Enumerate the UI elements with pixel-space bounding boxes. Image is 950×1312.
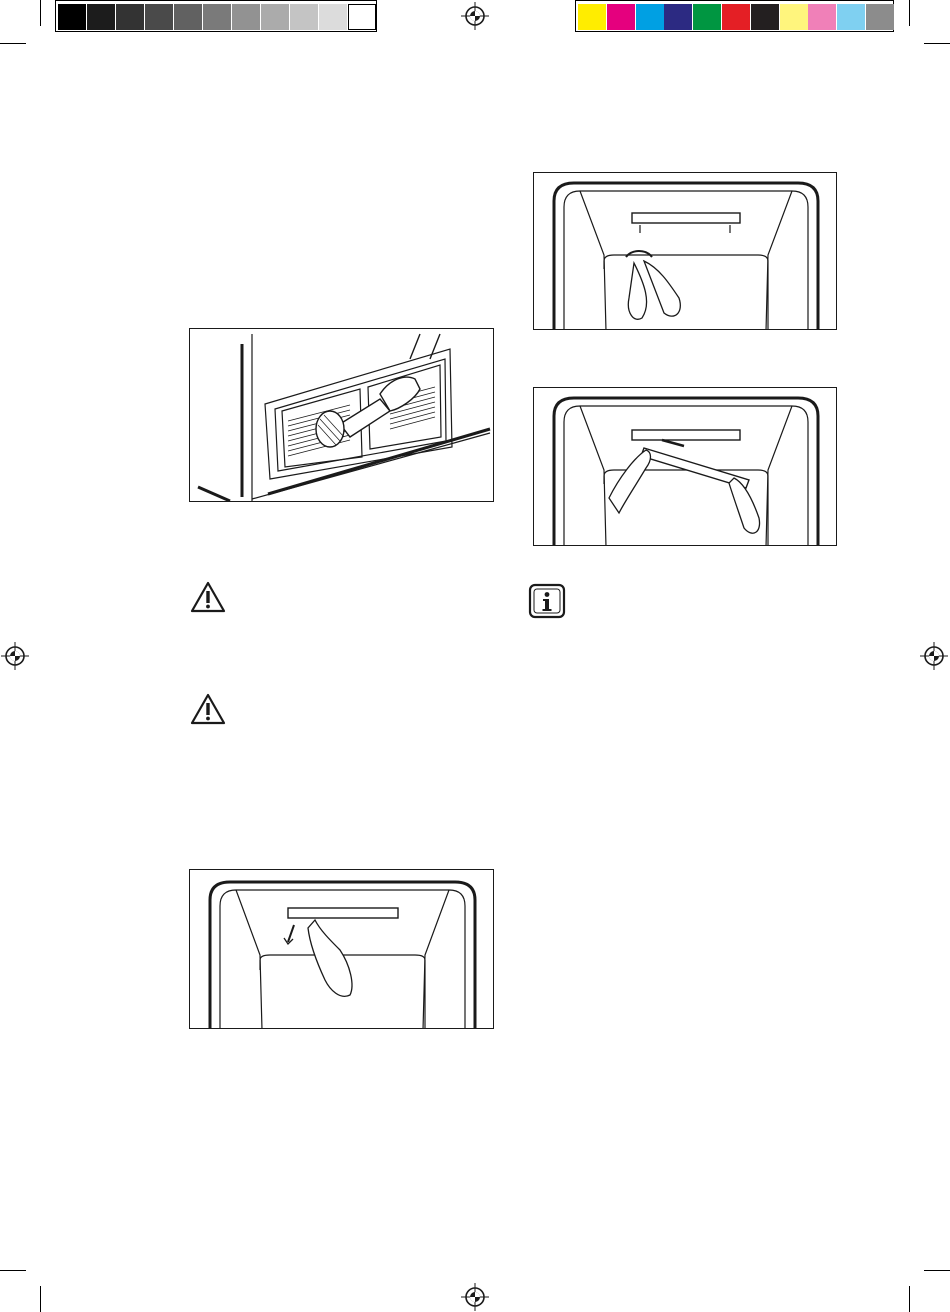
lamp-cover-removal-illustration — [189, 869, 494, 1029]
color-calibration-bar — [575, 0, 894, 32]
calibration-swatch — [290, 4, 318, 30]
calibration-swatch — [607, 4, 635, 30]
registration-mark-icon — [1, 642, 29, 670]
calibration-swatch — [751, 4, 779, 30]
info-icon — [528, 583, 566, 619]
calibration-swatch — [116, 4, 144, 30]
calibration-swatch — [808, 4, 836, 30]
calibration-swatch — [174, 4, 202, 30]
warning-triangle-icon — [189, 692, 227, 726]
vacuum-brush-cleaning-illustration — [189, 328, 494, 502]
grayscale-calibration-bar — [55, 0, 377, 32]
registration-mark-icon — [461, 2, 489, 30]
calibration-swatch — [664, 4, 692, 30]
calibration-swatch — [145, 4, 173, 30]
calibration-swatch — [578, 4, 606, 30]
calibration-swatch — [693, 4, 721, 30]
calibration-swatch — [837, 4, 865, 30]
calibration-swatch — [261, 4, 289, 30]
led-unscrew-illustration — [533, 172, 837, 330]
calibration-swatch — [87, 4, 115, 30]
calibration-swatch — [780, 4, 808, 30]
registration-mark-icon — [461, 1283, 489, 1311]
calibration-swatch — [722, 4, 750, 30]
warning-triangle-icon — [189, 580, 227, 614]
calibration-swatch — [319, 4, 347, 30]
calibration-swatch — [58, 4, 86, 30]
registration-mark-icon — [920, 642, 948, 670]
calibration-swatch — [636, 4, 664, 30]
calibration-swatch — [348, 4, 376, 30]
calibration-swatch — [232, 4, 260, 30]
calibration-swatch — [203, 4, 231, 30]
led-strip-removal-illustration — [533, 387, 837, 546]
calibration-swatch — [866, 4, 894, 30]
